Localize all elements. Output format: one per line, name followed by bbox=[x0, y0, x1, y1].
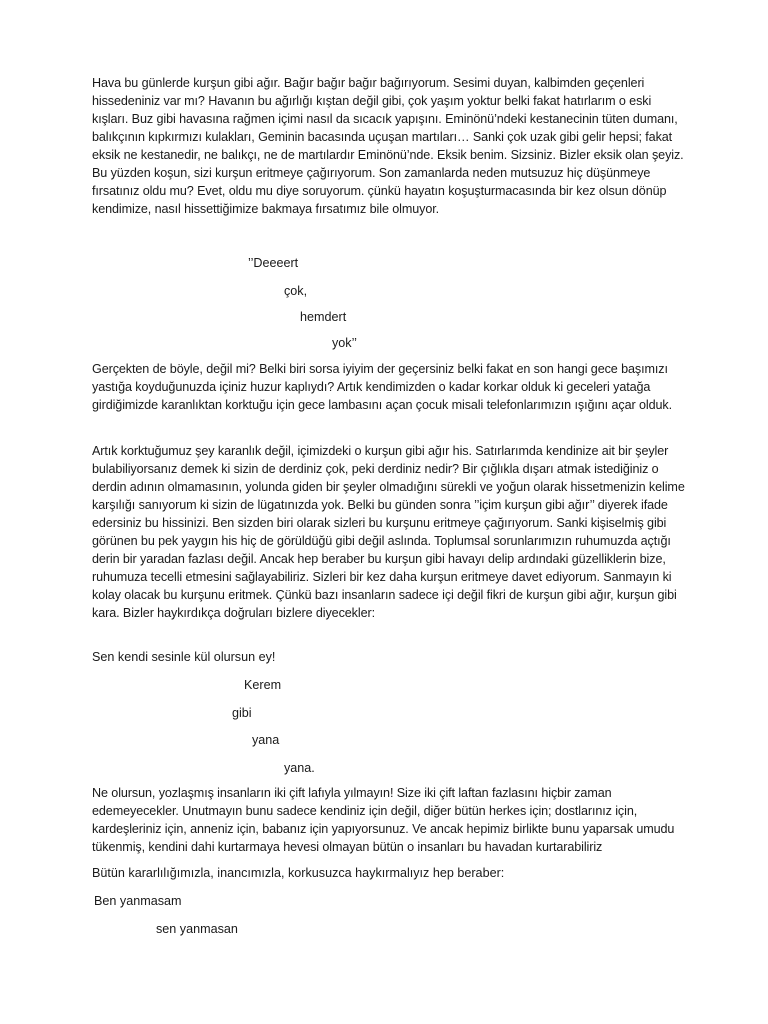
verse-line: ’’Deeeert bbox=[248, 256, 299, 270]
verse-line: hemdert bbox=[300, 310, 347, 324]
verse-line: sen yanmasan bbox=[156, 922, 238, 936]
paragraph-3: Artık korktuğumuz şey karanlık değil, içimizdeki o kurşun gibi ağır his. Satırlarımda kendinize ait bir şeyler bulabiliyorsanız demek ki sizin de derdiniz çok, peki derdiniz nedir? Bir çığlıkla dışarı atmak istediğiniz o derdin adının olmamasının, yolunda giden bir şeyler olmadığını sürekli ve yoğun olarak hissetmenizin kelime karşılığı sanıyorum ki sizin de lügatınızda yok. Belki bu günden sonra ’’içim kurşun gibi ağır’’ diyerek ifade edersiniz bu hissinizi. Ben sizden biri olarak sizleri bu kurşunu eritmeye çağırıyorum. Sanki kişiselmiş gibi görünen bu pek yaygın his hiç de görüldüğü gibi değil aslında. Toplumsal sorunlarımızın ruhumuzda açtığı derin bir yaradan fazlası değil. Ancak hep beraber bu kurşun gibi havayı delip ardındaki güzelliklerin bize, ruhumuza tecelli etmesini sağlayabiliriz. Sizleri bir kez daha kurşun eritmeye davet ediyorum. Sanmayın ki kolay olacak bu kurşunu eritmek. Çünkü bazı insanların sadece içi değil fikri de kurşun gibi ağır, kurşun gibi kara. Bizler haykırdıkça doğruları bizlere diyecekler: bbox=[92, 444, 685, 620]
paragraph-4: Ne olursun, yozlaşmış insanların iki çift lafıyla yılmayın! Size iki çift laftan fazlasını hiçbir zaman edemeyecekler. Unutmayın bunu sadece kendiniz için değil, diğer bütün herkes için; dostlarınız için, kardeşleriniz için, anneniz için, babanız için yapıyorsunuz. Ve ancak hepimiz birlikte bunu yaparsak umudu tükenmiş, kendini dahi kurtarmaya hevesi olmayan bütün o insanları bu havadan kurtarabiliriz bbox=[92, 786, 675, 854]
verse-line: çok, bbox=[284, 284, 308, 298]
verse-line: gibi bbox=[232, 706, 252, 720]
verse-line: yana bbox=[252, 733, 280, 747]
paragraph-1: Hava bu günlerde kurşun gibi ağır. Bağır bağır bağır bağırıyorum. Sesimi duyan, kalbimden geçenleri hissedeniniz var mı? Havanın bu ağırlığı kıştan değil gibi, çok yaşım yoktur belki fakat hatırlarım o eski kışları. Buz gibi havasına rağmen içimi nasıl da sıcacık yapışını. Eminönü’ndeki kestanecinin tüten dumanı, balıkçının kıpkırmızı kulakları, Geminin bacasında uçuşan martıları… Sanki çok uzak gibi gelir hepsi; fakat eksik ne kestanedir, ne balıkçı, ne de martılardır Eminönü’nde. Eksik benim. Sizsiniz. Bizler eksik olan şeyiz. Bu yüzden koşun, sizi kurşun eritmeye çağırıyorum. Son zamanlarda neden mutsuzuz hiç düşünmeye fırsatınız oldu mu? Evet, oldu mu diye soruyorum. çünkü hayatın koşuşturmacasında bir kez olsun dönüp kendimize, nasıl hissettiğimize bakmaya fırsatımız bile olmuyor. bbox=[92, 76, 684, 216]
verse-line: yana. bbox=[284, 761, 315, 775]
verse-line: Ben yanmasam bbox=[94, 894, 182, 908]
line-resolve: Bütün kararlılığımızla, inancımızla, korkusuzca haykırmalıyız hep beraber: bbox=[92, 866, 505, 880]
verse-line: Kerem bbox=[244, 678, 282, 692]
paragraph-2: Gerçekten de böyle, değil mi? Belki biri sorsa iyiyim der geçersiniz belki fakat en son hangi gece başımızı yastığa koyduğunuzda içiniz huzur kaplıydı? Artık kendimizden o kadar korkar olduk ki geceleri yatağa girdiğimizde karanlıktan korktuğu için gece lambasını açan çocuk misali telefonlarımızın ışığını açar olduk. bbox=[92, 362, 672, 412]
verse-line: yok’’ bbox=[332, 336, 357, 350]
line-ash: Sen kendi sesinle kül olursun ey! bbox=[92, 650, 276, 664]
